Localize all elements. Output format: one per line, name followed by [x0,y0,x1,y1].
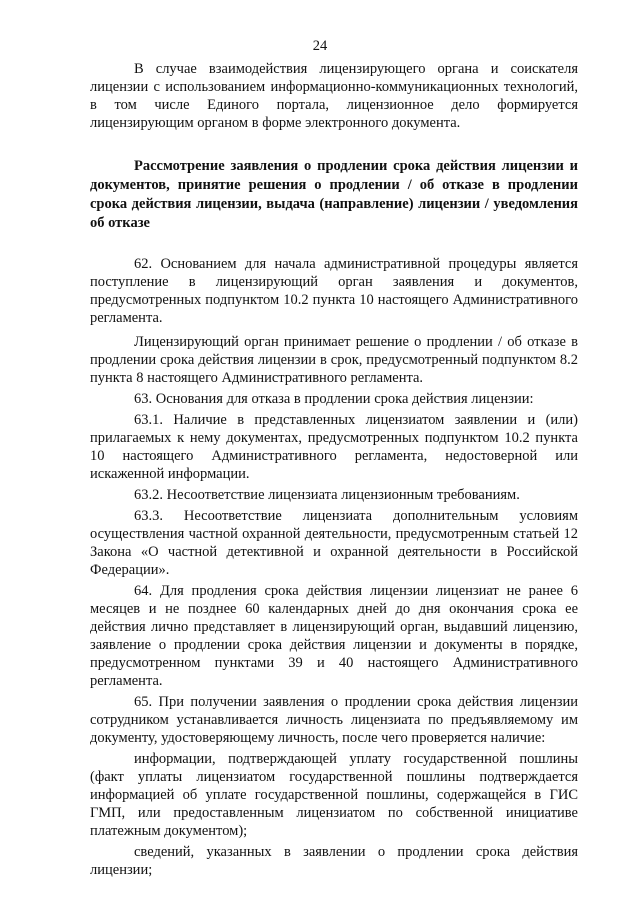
document-body [90,60,578,879]
paragraph-62-decision: Лицензирующий орган принимает решение о продлении / об отказе в продлении срока действия лицензии в срок, предусмотренный подпунктом 8.2 пункта 8 настоящего Административного регламента. [90,334,578,386]
paragraph-63: 63. Основания для отказа в продлении срока действия лицензии: [134,391,534,407]
paragraph-63-3: 63.3. Несоответствие лицензиата дополнительным условиям осуществления частной охранной деятельности, предусмотренным статьей 12 Закона «О частной детективной и охранной деятельности в Российской Федерации». [90,508,578,578]
page-number: 24 [312,38,328,54]
paragraph-65-application-info: сведений, указанных в заявлении о продлении срока действия лицензии; [90,844,578,878]
paragraph-64: 64. Для продления срока действия лицензии лицензиат не ранее 6 месяцев и не позднее 60 календарных дней до дня окончания срока ее действия лично представляет в лицензирующий орган, выдавший лицензию, заявление о продлении срока действия лицензии и документы в порядке, предусмотренном пунктами 39 и 40 настоящего Административного регламента. [90,583,578,689]
paragraph-63-2: 63.2. Несоответствие лицензиата лицензионным требованиям. [134,487,520,503]
paragraph-65: 65. При получении заявления о продлении срока действия лицензии сотрудником устанавливается личность лицензиата по предъявляемому им документу, удостоверяющему личность, после чего проверяется наличие: [90,694,578,746]
paragraph-intro: В случае взаимодействия лицензирующего органа и соискателя лицензии с использованием информационно-коммуникационных технологий, в том числе Единого портала, лицензионное дело формируется лицензирующим органом в форме электронного документа. [90,61,578,131]
paragraph-65-payment-info: информации, подтверждающей уплату государственной пошлины (факт уплаты лицензиатом государственной пошлины подтверждается информацией об уплате государственной пошлины, содержащейся в ГИС ГМП, или предоставленным лицензиатом по собственной инициативе платежным документом); [90,751,578,839]
paragraph-62: 62. Основанием для начала административной процедуры является поступление в лицензирующий орган заявления и документов, предусмотренных подпунктом 10.2 пункта 10 настоящего Административного регламента. [90,256,578,326]
paragraph-63-1: 63.1. Наличие в представленных лицензиатом заявлении и (или) прилагаемых к нему документах, предусмотренных подпунктом 10.2 пункта 10 настоящего Административного регламента, недостоверной или искаженной информации. [90,412,578,482]
section-heading: Рассмотрение заявления о продлении срока действия лицензии и документов, принятие решения о продлении / об отказе в продлении срока действия лицензии, выдача (направление) лицензии / уведомления об отказе [90,158,578,231]
